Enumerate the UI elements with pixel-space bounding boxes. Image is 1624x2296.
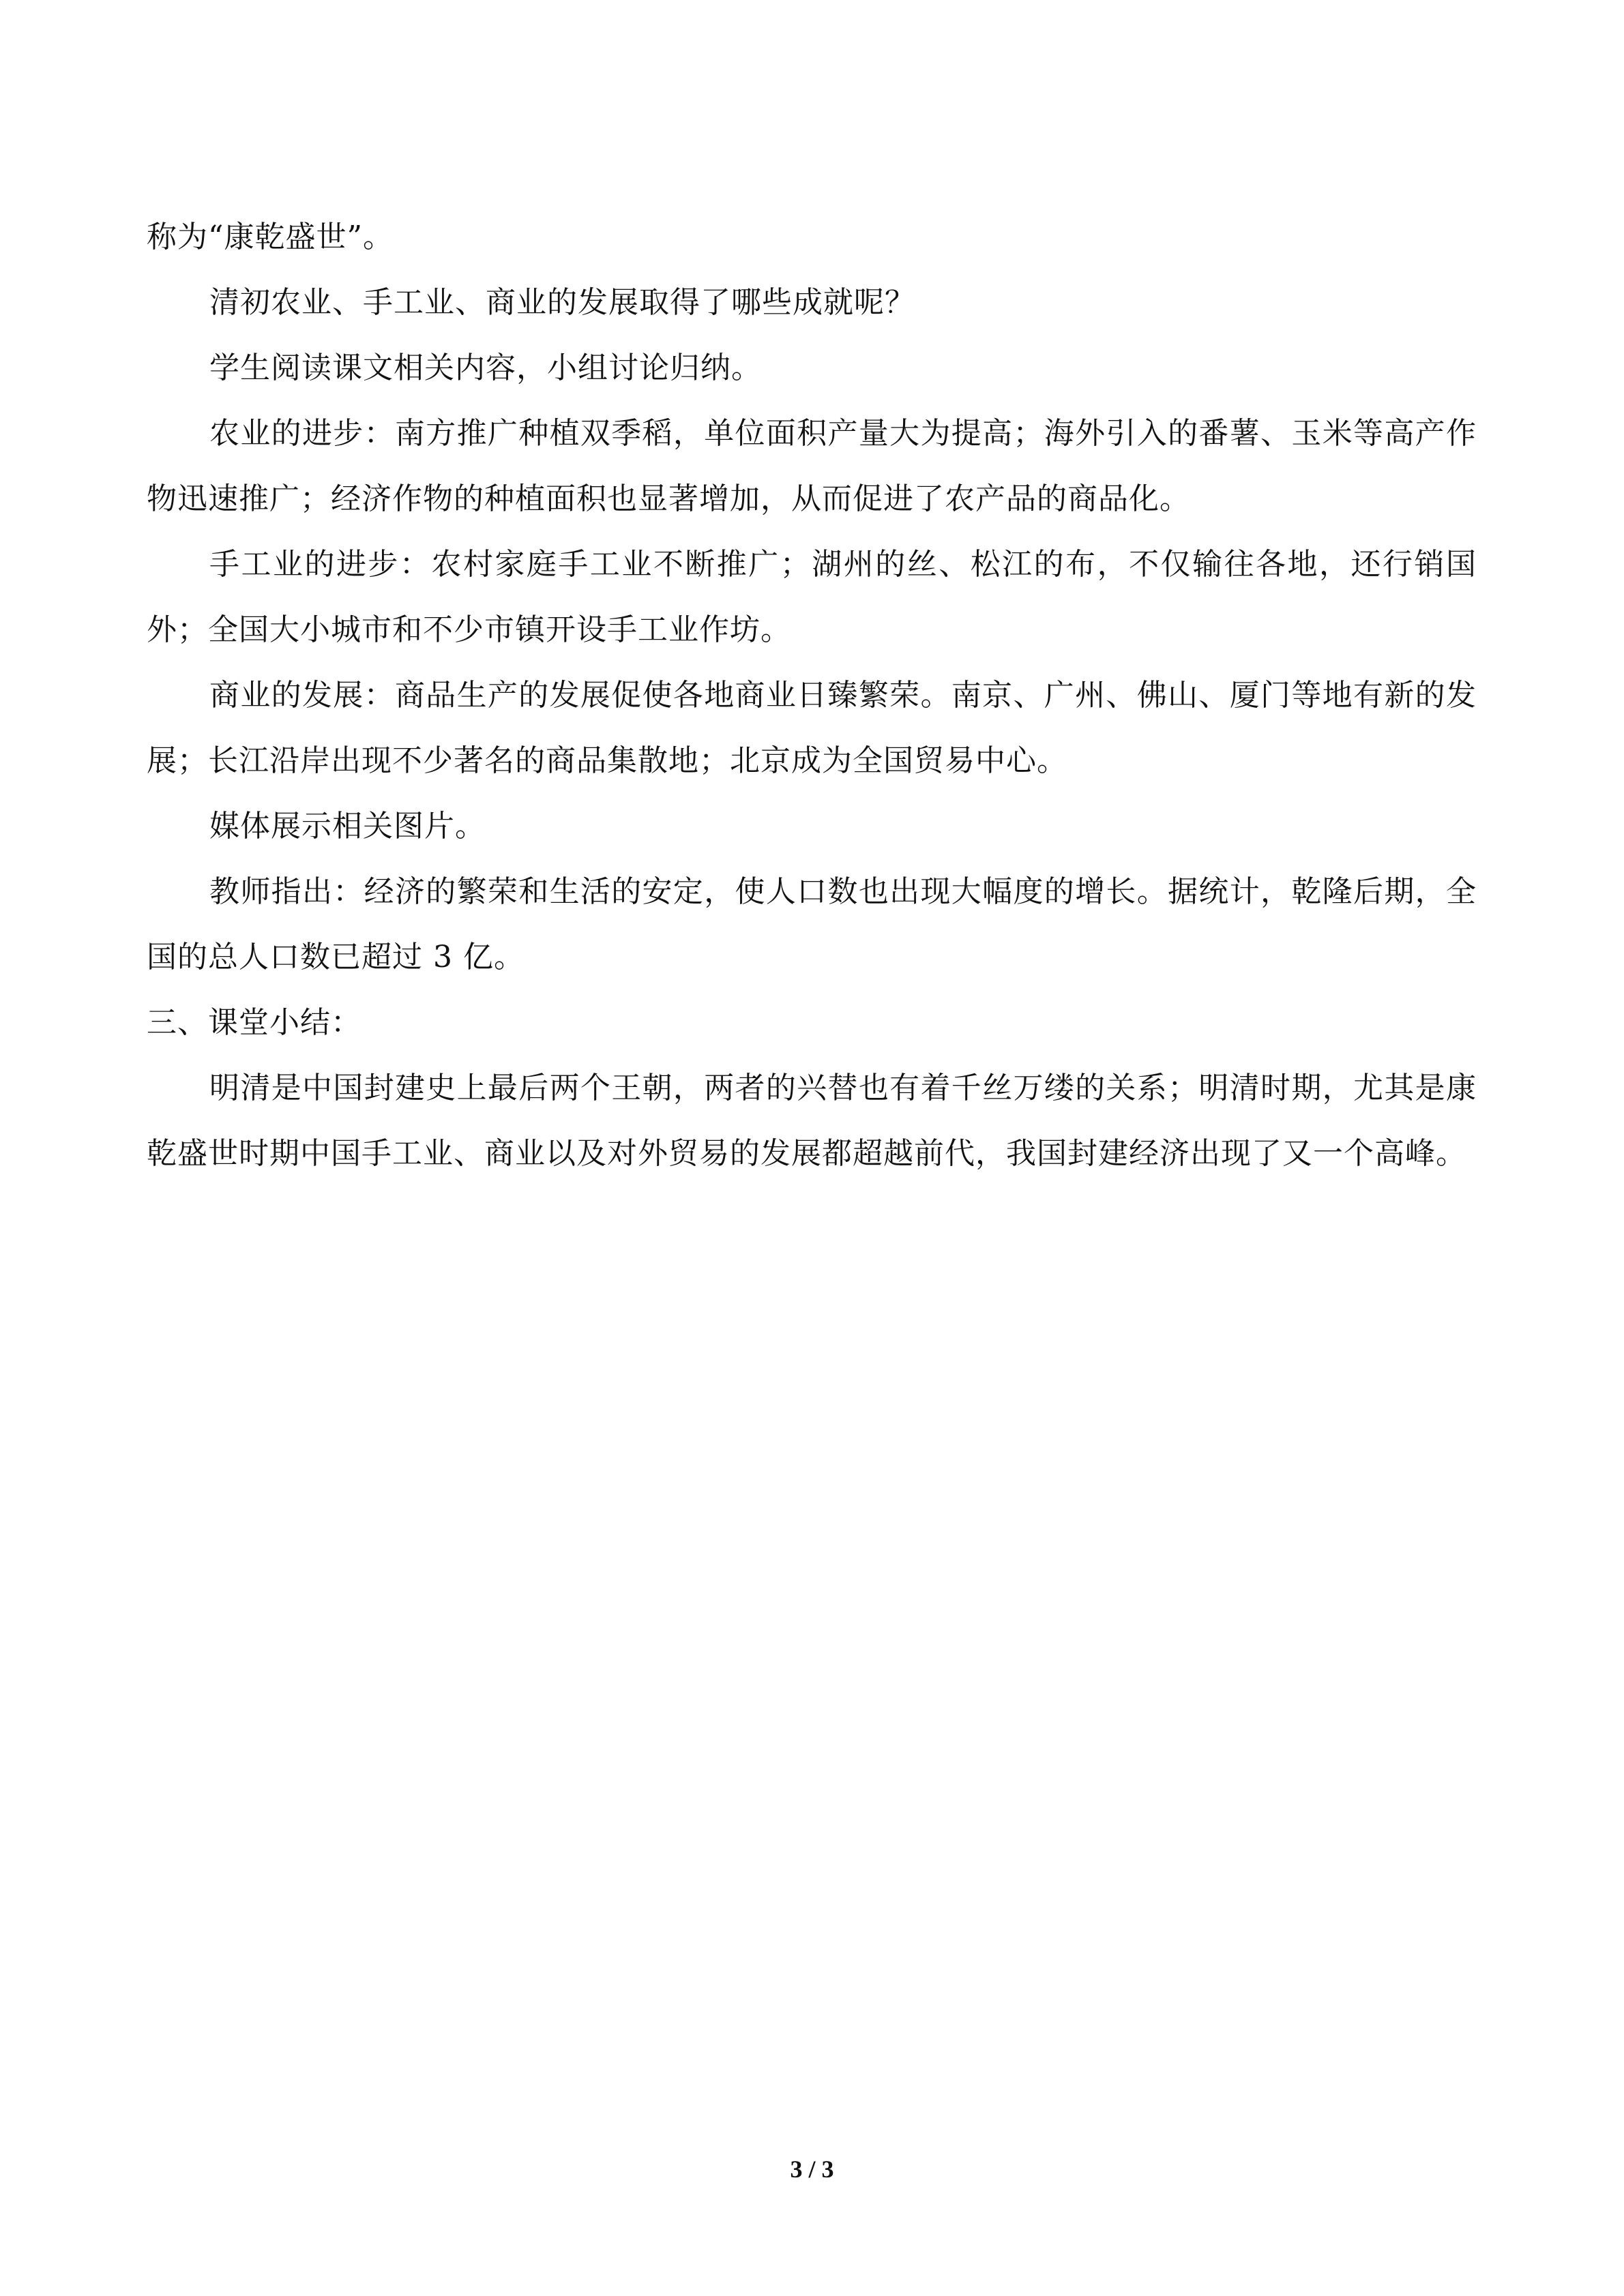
paragraph-media: 媒体展示相关图片。 bbox=[209, 809, 486, 844]
paragraph-question: 清初农业、手工业、商业的发展取得了哪些成就呢？ bbox=[209, 285, 915, 320]
paragraph-teacher-note: 教师指出：经济的繁荣和生活的安定，使人口数也出现大幅度的增长。据统计，乾隆后期，全国的总人口数已超过 3 亿。 bbox=[147, 874, 1477, 974]
page-number: 3 / 3 bbox=[790, 2156, 834, 2183]
paragraph-commerce: 商业的发展：商品生产的发展促使各地商业日臻繁荣。南京、广州、佛山、厦门等地有新的发展；长江沿岸出现不少著名的商品集散地；北京成为全国贸易中心。 bbox=[147, 678, 1477, 778]
paragraph-agriculture: 农业的进步：南方推广种植双季稻，单位面积产量大为提高；海外引入的番薯、玉米等高产作物迅速推广；经济作物的种植面积也显著增加，从而促进了农产品的商品化。 bbox=[147, 416, 1477, 516]
document-body bbox=[147, 205, 1477, 1187]
section-heading-summary: 三、课堂小结： bbox=[147, 1005, 361, 1040]
paragraph-summary: 明清是中国封建史上最后两个王朝，两者的兴替也有着千丝万缕的关系；明清时期，尤其是康乾盛世时期中国手工业、商业以及对外贸易的发展都超越前代，我国封建经济出现了又一个高峰。 bbox=[147, 1071, 1477, 1171]
paragraph-student-activity: 学生阅读课文相关内容，小组讨论归纳。 bbox=[209, 351, 762, 385]
paragraph-handicraft: 手工业的进步：农村家庭手工业不断推广；湖州的丝、松江的布，不仅输往各地，还行销国外；全国大小城市和不少市镇开设手工业作坊。 bbox=[147, 547, 1477, 647]
paragraph-intro-continuation: 称为“康乾盛世”。 bbox=[147, 220, 394, 254]
